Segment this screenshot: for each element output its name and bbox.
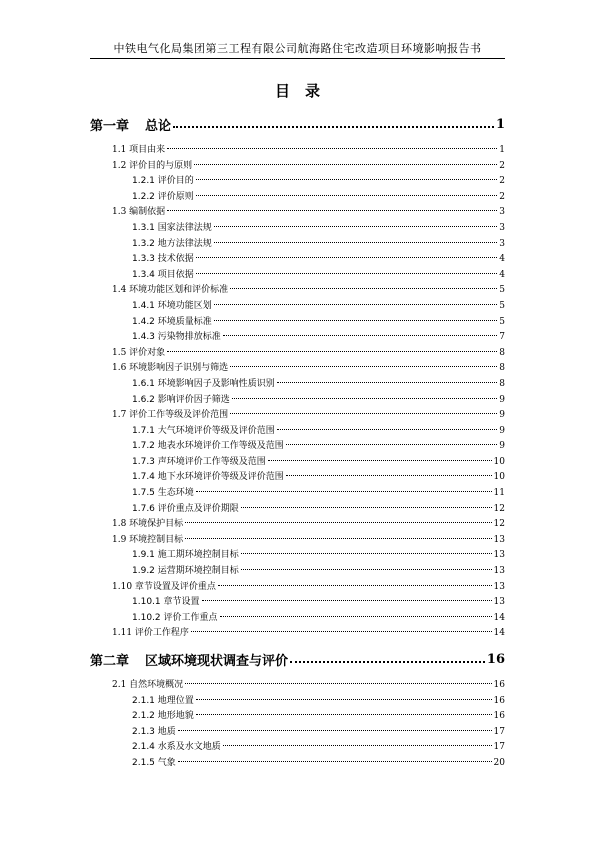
dot-leader bbox=[196, 273, 498, 274]
entry-label: 2.1 自然环境概况 bbox=[112, 680, 184, 690]
page-number: 2 bbox=[499, 176, 505, 187]
dot-leader bbox=[223, 335, 498, 336]
chapter-label bbox=[90, 650, 288, 669]
page-number: 13 bbox=[493, 550, 505, 561]
toc-section-entry[interactable] bbox=[112, 516, 505, 532]
dot-leader bbox=[230, 413, 497, 414]
dot-leader bbox=[167, 148, 497, 149]
table-of-contents bbox=[90, 106, 505, 771]
chapter-number: 第二章 bbox=[90, 653, 130, 669]
page-number: 10 bbox=[493, 472, 505, 483]
entry-label: 1.10.1 章节设置 bbox=[132, 597, 200, 608]
page-number: 20 bbox=[493, 757, 505, 768]
page-number: 16 bbox=[493, 711, 505, 722]
page-number: 8 bbox=[499, 347, 505, 358]
page-number: 16 bbox=[493, 680, 505, 690]
dot-leader bbox=[196, 179, 498, 180]
dot-leader bbox=[268, 460, 492, 461]
toc-section-entry[interactable] bbox=[112, 282, 505, 298]
dot-leader bbox=[194, 164, 497, 165]
entry-label: 1.4.3 污染物排放标准 bbox=[132, 332, 221, 343]
toc-subsection-entry[interactable] bbox=[132, 563, 505, 579]
dot-leader bbox=[202, 600, 492, 601]
toc-subsection-entry[interactable] bbox=[132, 376, 505, 392]
dot-leader bbox=[196, 195, 498, 196]
entry-label: 1.5 评价对象 bbox=[112, 347, 166, 358]
dot-leader bbox=[214, 226, 498, 227]
dot-leader bbox=[167, 351, 497, 352]
entry-label: 1.2.1 评价目的 bbox=[132, 176, 194, 187]
toc-subsection-entry[interactable] bbox=[132, 739, 505, 755]
page-number: 14 bbox=[493, 628, 505, 639]
dot-leader bbox=[241, 569, 492, 570]
page-number: 13 bbox=[493, 581, 505, 592]
entry-label: 1.9 环境控制目标 bbox=[112, 534, 184, 545]
entry-label: 1.7.4 地下水环境评价等级及评价范围 bbox=[132, 472, 284, 483]
page-number: 10 bbox=[493, 456, 505, 467]
toc-subsection-entry[interactable] bbox=[132, 298, 505, 314]
dot-leader bbox=[196, 714, 492, 715]
toc-subsection-entry[interactable] bbox=[132, 438, 505, 454]
entry-label: 2.1.1 地理位置 bbox=[132, 695, 194, 706]
toc-section-entry[interactable] bbox=[112, 142, 505, 158]
page-number: 3 bbox=[499, 238, 505, 249]
entry-label: 1.3 编制依据 bbox=[112, 207, 166, 218]
dot-leader bbox=[230, 288, 497, 289]
entry-label: 1.9.2 运营期环境控制目标 bbox=[132, 566, 239, 577]
dot-leader bbox=[241, 507, 492, 508]
page-number: 5 bbox=[499, 316, 505, 327]
entry-label: 1.3.3 技术依据 bbox=[132, 254, 194, 265]
toc-section-entry[interactable] bbox=[112, 158, 505, 174]
entry-label: 1.4.2 环境质量标准 bbox=[132, 316, 212, 327]
toc-subsection-entry[interactable] bbox=[132, 173, 505, 189]
dot-leader bbox=[230, 366, 497, 367]
entry-label: 1.2 评价目的与原则 bbox=[112, 160, 193, 171]
page-number: 7 bbox=[499, 332, 505, 343]
running-header: 中铁电气化局集团第三工程有限公司航海路住宅改造项目环境影响报告书 bbox=[113, 42, 482, 55]
toc-subsection-entry[interactable] bbox=[132, 329, 505, 345]
dot-leader bbox=[214, 320, 498, 321]
dot-leader bbox=[220, 616, 492, 617]
dot-leader bbox=[191, 631, 492, 632]
dot-leader bbox=[277, 429, 498, 430]
toc-subsection-entry[interactable] bbox=[132, 189, 505, 205]
dot-leader bbox=[277, 382, 498, 383]
toc-subsection-entry[interactable] bbox=[132, 220, 505, 236]
entry-label: 1.4.1 环境功能区划 bbox=[132, 300, 212, 311]
page-number: 3 bbox=[499, 222, 505, 233]
entry-label: 1.1 项目由来 bbox=[112, 145, 166, 155]
dot-leader bbox=[196, 491, 492, 492]
dot-leader bbox=[178, 730, 492, 731]
toc-subsection-entry[interactable] bbox=[132, 610, 505, 626]
page-number: 9 bbox=[499, 441, 505, 452]
page-number: 17 bbox=[493, 742, 505, 753]
toc-chapter-entry[interactable] bbox=[90, 641, 505, 677]
page-number: 14 bbox=[493, 612, 505, 623]
entry-label: 1.6.1 环境影响因子及影响性质识别 bbox=[132, 378, 275, 389]
entry-label: 1.7.2 地表水环境评价工作等级及范围 bbox=[132, 441, 284, 452]
entry-label: 1.7 评价工作等级及评价范围 bbox=[112, 410, 229, 421]
page-number: 16 bbox=[493, 695, 505, 706]
page-number: 5 bbox=[499, 285, 505, 296]
page-number: 9 bbox=[499, 425, 505, 436]
toc-subsection-entry[interactable] bbox=[132, 236, 505, 252]
page-number: 1 bbox=[495, 116, 505, 132]
page-number: 13 bbox=[493, 566, 505, 577]
toc-subsection-entry[interactable] bbox=[132, 693, 505, 709]
toc-subsection-entry[interactable] bbox=[132, 423, 505, 439]
entry-label: 1.7.1 大气环境评价等级及评价范围 bbox=[132, 425, 275, 436]
entry-label: 1.3.1 国家法律法规 bbox=[132, 222, 212, 233]
toc-subsection-entry[interactable] bbox=[132, 392, 505, 408]
entry-label: 1.4 环境功能区划和评价标准 bbox=[112, 285, 229, 296]
chapter-label bbox=[90, 115, 171, 134]
page-number: 12 bbox=[493, 519, 505, 530]
entry-label: 1.10.2 评价工作重点 bbox=[132, 612, 218, 623]
dot-leader bbox=[185, 522, 491, 523]
entry-label: 1.3.4 项目依据 bbox=[132, 269, 194, 280]
entry-label: 1.3.2 地方法律法规 bbox=[132, 238, 212, 249]
entry-label: 1.6.2 影响评价因子筛选 bbox=[132, 394, 230, 405]
dot-leader bbox=[173, 126, 494, 128]
header-rule bbox=[90, 58, 505, 59]
toc-subsection-entry[interactable] bbox=[132, 454, 505, 470]
entry-label: 1.6 环境影响因子识别与筛选 bbox=[112, 363, 229, 374]
page-number: 5 bbox=[499, 300, 505, 311]
page-number: 9 bbox=[499, 394, 505, 405]
entry-label: 1.9.1 施工期环境控制目标 bbox=[132, 550, 239, 561]
page-number: 17 bbox=[493, 726, 505, 737]
dot-leader bbox=[241, 553, 492, 554]
toc-subsection-entry[interactable] bbox=[132, 755, 505, 771]
dot-leader bbox=[214, 304, 498, 305]
entry-label: 1.7.6 评价重点及评价期限 bbox=[132, 503, 239, 514]
dot-leader bbox=[196, 257, 498, 258]
chapter-title: 总论 bbox=[145, 118, 172, 134]
entry-label: 2.1.5 气象 bbox=[132, 757, 176, 768]
toc-section-entry[interactable] bbox=[112, 345, 505, 361]
toc-section-entry[interactable] bbox=[112, 677, 505, 693]
dot-leader bbox=[290, 661, 485, 663]
entry-label: 1.7.5 生态环境 bbox=[132, 488, 194, 499]
page-number: 12 bbox=[493, 503, 505, 514]
toc-section-entry[interactable] bbox=[112, 625, 505, 641]
page-number: 16 bbox=[486, 651, 505, 667]
toc-title: 目 录 bbox=[274, 82, 320, 100]
toc-subsection-entry[interactable] bbox=[132, 594, 505, 610]
page-number: 9 bbox=[499, 410, 505, 421]
entry-label: 1.7.3 声环境评价工作等级及范围 bbox=[132, 456, 266, 467]
dot-leader bbox=[218, 585, 492, 586]
entry-label: 1.8 环境保护目标 bbox=[112, 519, 184, 530]
entry-label: 2.1.3 地质 bbox=[132, 726, 176, 737]
toc-subsection-entry[interactable] bbox=[132, 708, 505, 724]
page-number: 8 bbox=[499, 378, 505, 389]
toc-subsection-entry[interactable] bbox=[132, 501, 505, 517]
toc-subsection-entry[interactable] bbox=[132, 267, 505, 283]
dot-leader bbox=[223, 745, 492, 746]
dot-leader bbox=[185, 538, 491, 539]
entry-label: 1.2.2 评价原则 bbox=[132, 191, 194, 202]
chapter-number: 第一章 bbox=[90, 118, 130, 134]
dot-leader bbox=[286, 475, 492, 476]
toc-subsection-entry[interactable] bbox=[132, 724, 505, 740]
toc-section-entry[interactable] bbox=[112, 360, 505, 376]
dot-leader bbox=[167, 210, 497, 211]
entry-label: 2.1.2 地形地貌 bbox=[132, 711, 194, 722]
toc-subsection-entry[interactable] bbox=[132, 314, 505, 330]
page-number: 1 bbox=[499, 145, 505, 155]
page-number: 4 bbox=[499, 269, 505, 280]
dot-leader bbox=[196, 699, 492, 700]
dot-leader bbox=[214, 242, 498, 243]
page-number: 4 bbox=[499, 254, 505, 265]
toc-subsection-entry[interactable] bbox=[132, 547, 505, 563]
page-number: 2 bbox=[499, 191, 505, 202]
page-number: 2 bbox=[499, 160, 505, 171]
toc-section-entry[interactable] bbox=[112, 579, 505, 595]
dot-leader bbox=[185, 683, 491, 684]
dot-leader bbox=[178, 761, 492, 762]
toc-section-entry[interactable] bbox=[112, 204, 505, 220]
page-number: 11 bbox=[493, 488, 505, 499]
page-number: 13 bbox=[493, 534, 505, 545]
page-number: 3 bbox=[499, 207, 505, 218]
entry-label: 1.11 评价工作程序 bbox=[112, 628, 189, 639]
toc-subsection-entry[interactable] bbox=[132, 485, 505, 501]
entry-label: 1.10 章节设置及评价重点 bbox=[112, 581, 216, 592]
page-number: 8 bbox=[499, 363, 505, 374]
dot-leader bbox=[232, 398, 498, 399]
toc-section-entry[interactable] bbox=[112, 407, 505, 423]
toc-chapter-entry[interactable] bbox=[90, 106, 505, 142]
page-number: 13 bbox=[493, 597, 505, 608]
chapter-title: 区域环境现状调查与评价 bbox=[145, 653, 289, 669]
dot-leader bbox=[286, 444, 498, 445]
toc-section-entry[interactable] bbox=[112, 532, 505, 548]
toc-subsection-entry[interactable] bbox=[132, 251, 505, 267]
toc-subsection-entry[interactable] bbox=[132, 469, 505, 485]
entry-label: 2.1.4 水系及水文地质 bbox=[132, 742, 221, 753]
